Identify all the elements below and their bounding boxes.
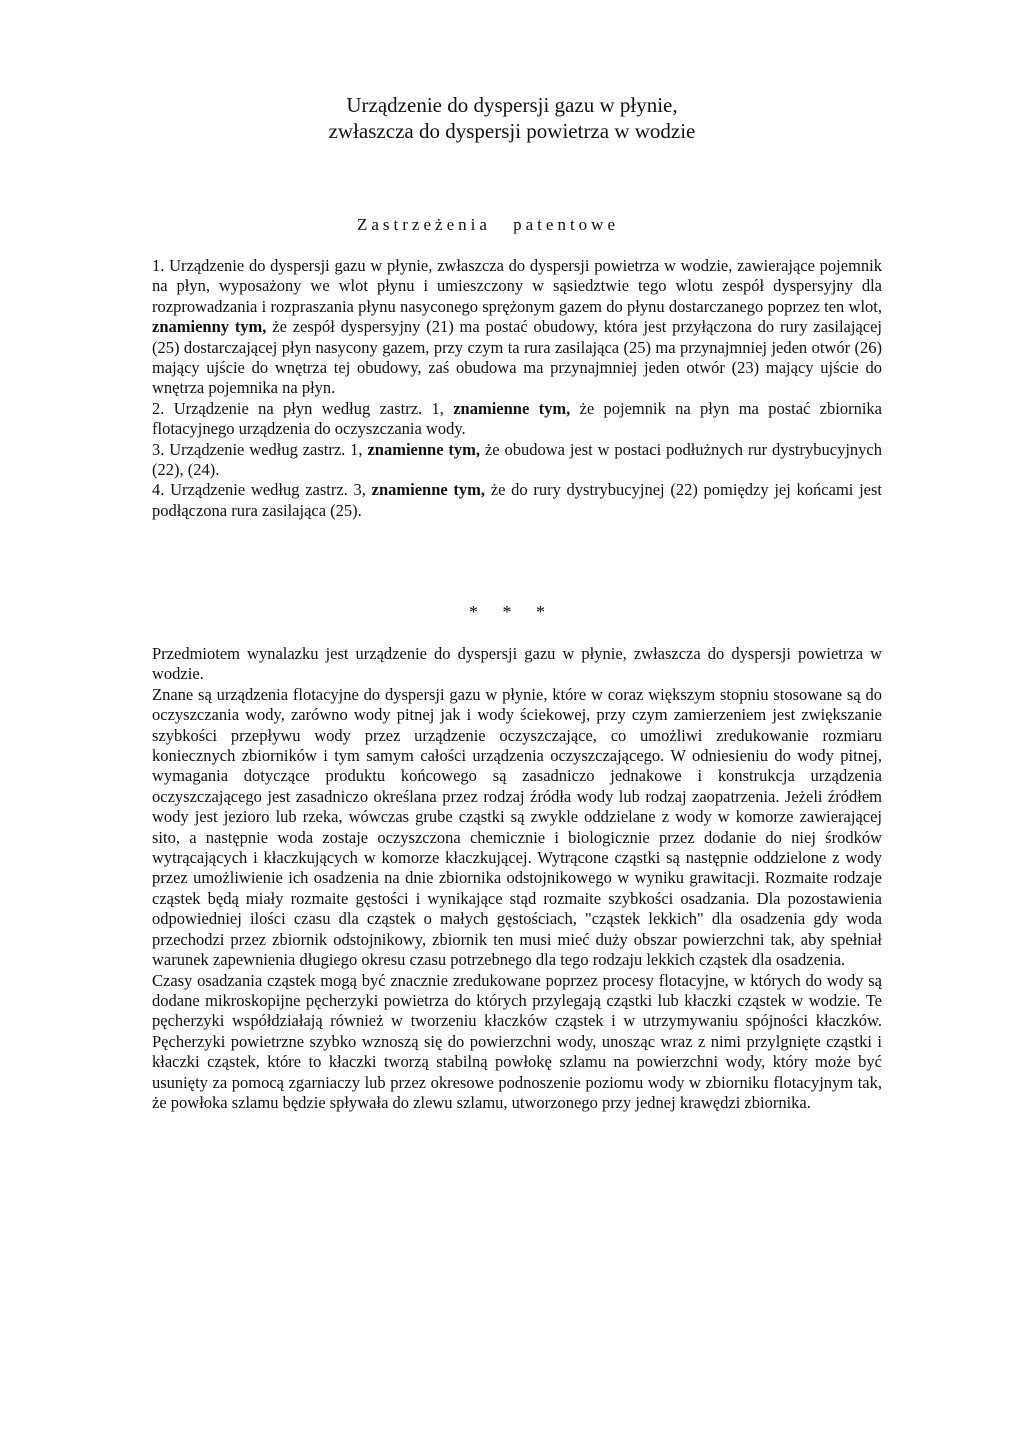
claim-1 <box>152 256 882 399</box>
title-line-2: zwłaszcza do dyspersji powietrza w wodzie <box>328 119 696 143</box>
claims-heading: Zastrzeżenia patentowe <box>357 215 619 234</box>
description-paragraph-2: Znane są urządzenia flotacyjne do dyspersji gazu w płynie, które w coraz większym stopniu stosowane są do oczyszczania wody, zarówno wody pitnej jak i wody ściekowej, przy czym zamierzeniem jest zwiększanie szybkości przepływu wody przez urządzenie oczyszczające, co umożliwi zredukowanie rozmiaru koniecznych zbiorników i tym samym całości urządzenia oczyszczającego. W odniesieniu do wody pitnej, wymagania dotyczące produktu końcowego są zasadniczo jednakowe i konstrukcja urządzenia oczyszczającego jest zasadniczo określana przez rodzaj źródła wody lub rodzaj zaopatrzenia. Jeżeli źródłem wody jest jezioro lub rzeka, wówczas grube cząstki są zwykle oddzielane z wody w komorze zawierającej sito, a następnie woda zostaje oczyszczona chemicznie i biologicznie przez dodanie do niej środków wytrącających i kłaczkujących w komorze kłaczkującej. Wytrącone cząstki są następnie oddzielone z wody przez umożliwienie ich osadzenia na dnie zbiornika odstojnikowego w wyniku grawitacji. Rozmaite rodzaje cząstek będą miały rozmaite gęstości i wynikające stąd rozmaite szybkości osadzania. Dla pozostawienia odpowiedniej ilości czasu dla cząstek o małych gęstościach, "cząstek lekkich" dla osadzenia gdy woda przechodzi przez zbiornik odstojnikowy, zbiornik ten musi mieć duży obszar powierzchni tak, aby spełniał warunek zapewnienia długiego okresu czasu potrzebnego dla tego rodzaju lekkich cząstek dla osadzenia. <box>152 684 882 970</box>
claim-1-text: 1. Urządzenie do dyspersji gazu w płynie, zwłaszcza do dyspersji powietrza w wodzie, zawierające pojemnik na płyn, wyposażony we wlot płynu i umieszczony w sąsiedztwie tego wlotu zespół dyspersyjny dla rozprowadzania i rozpraszania płynu nasyconego sprężonym gazem do płynu dostarczanego poprzez ten wlot, <box>152 256 882 316</box>
claim-4 <box>152 480 882 521</box>
description-section <box>152 644 882 1113</box>
claim-4-text: 4. Urządzenie według zastrz. 3, <box>152 480 372 500</box>
title-line-1: Urządzenie do dyspersji gazu w płynie, <box>346 93 678 117</box>
description-paragraph-3: Czasy osadzania cząstek mogą być znacznie zredukowane poprzez procesy flotacyjne, w których do wody są dodane mikroskopijne pęcherzyki powietrza do których przylegają cząstki lub kłaczki cząstek w wodzie. Te pęcherzyki współdziałają również w tworzeniu kłaczków cząstek i w utrzymywaniu spójności kłaczków. Pęcherzyki powietrzne szybko wznoszą się do powierzchni wody, unosząc wraz z nimi przylgnięte cząstki i kłaczki cząstek, które to kłaczki tworzą stabilną powłokę szlamu na powierzchni wody, który może być usunięty za pomocą zgarniaczy lub przez okresowe podnoszenie poziomu wody w zbiorniku flotacyjnym tak, że powłoka szlamu będzie spływała do zlewu szlamu, utworzonego przy jednej krawędzi zbiornika. <box>152 970 882 1112</box>
claim-3-keyword: znamienne tym, <box>367 439 481 459</box>
claim-1-keyword: znamienny tym, <box>152 317 267 337</box>
claim-3 <box>152 440 882 481</box>
claim-2 <box>152 399 882 440</box>
claim-3-text: 3. Urządzenie według zastrz. 1, <box>152 439 368 459</box>
claims-section <box>152 256 882 521</box>
claim-3-rest: że obudowa jest w postaci podłużnych rur dystrybucyjnych (22), (24). <box>152 439 882 480</box>
claim-2-keyword: znamienne tym, <box>453 398 571 418</box>
claim-2-text: 2. Urządzenie na płyn według zastrz. 1, <box>152 398 454 418</box>
claim-2-rest: że pojemnik na płyn ma postać zbiornika flotacyjnego urządzenia do oczyszczania wody. <box>152 398 882 439</box>
claim-4-keyword: znamienne tym, <box>371 480 486 500</box>
section-separator: * * * <box>469 602 555 622</box>
claim-1-rest: że zespół dyspersyjny (21) ma postać obudowy, która jest przyłączona do rury zasilającej (25) dostarczającej płyn nasycony gazem, przy czym ta rura zasilająca (25) ma przynajmniej jeden otwór (26) mający ujście do wnętrza tej obudowy, zaś obudowa ma przynajmniej jeden otwór (23) mający ujście do wnętrza pojemnika na płyn. <box>152 317 882 398</box>
description-paragraph-1: Przedmiotem wynalazku jest urządzenie do dyspersji gazu w płynie, zwłaszcza do dyspersji powietrza w wodzie. <box>152 644 882 684</box>
claim-4-rest: że do rury dystrybucyjnej (22) pomiędzy jej końcami jest podłączona rura zasilająca (25). <box>152 480 882 520</box>
document-title <box>0 92 1024 144</box>
